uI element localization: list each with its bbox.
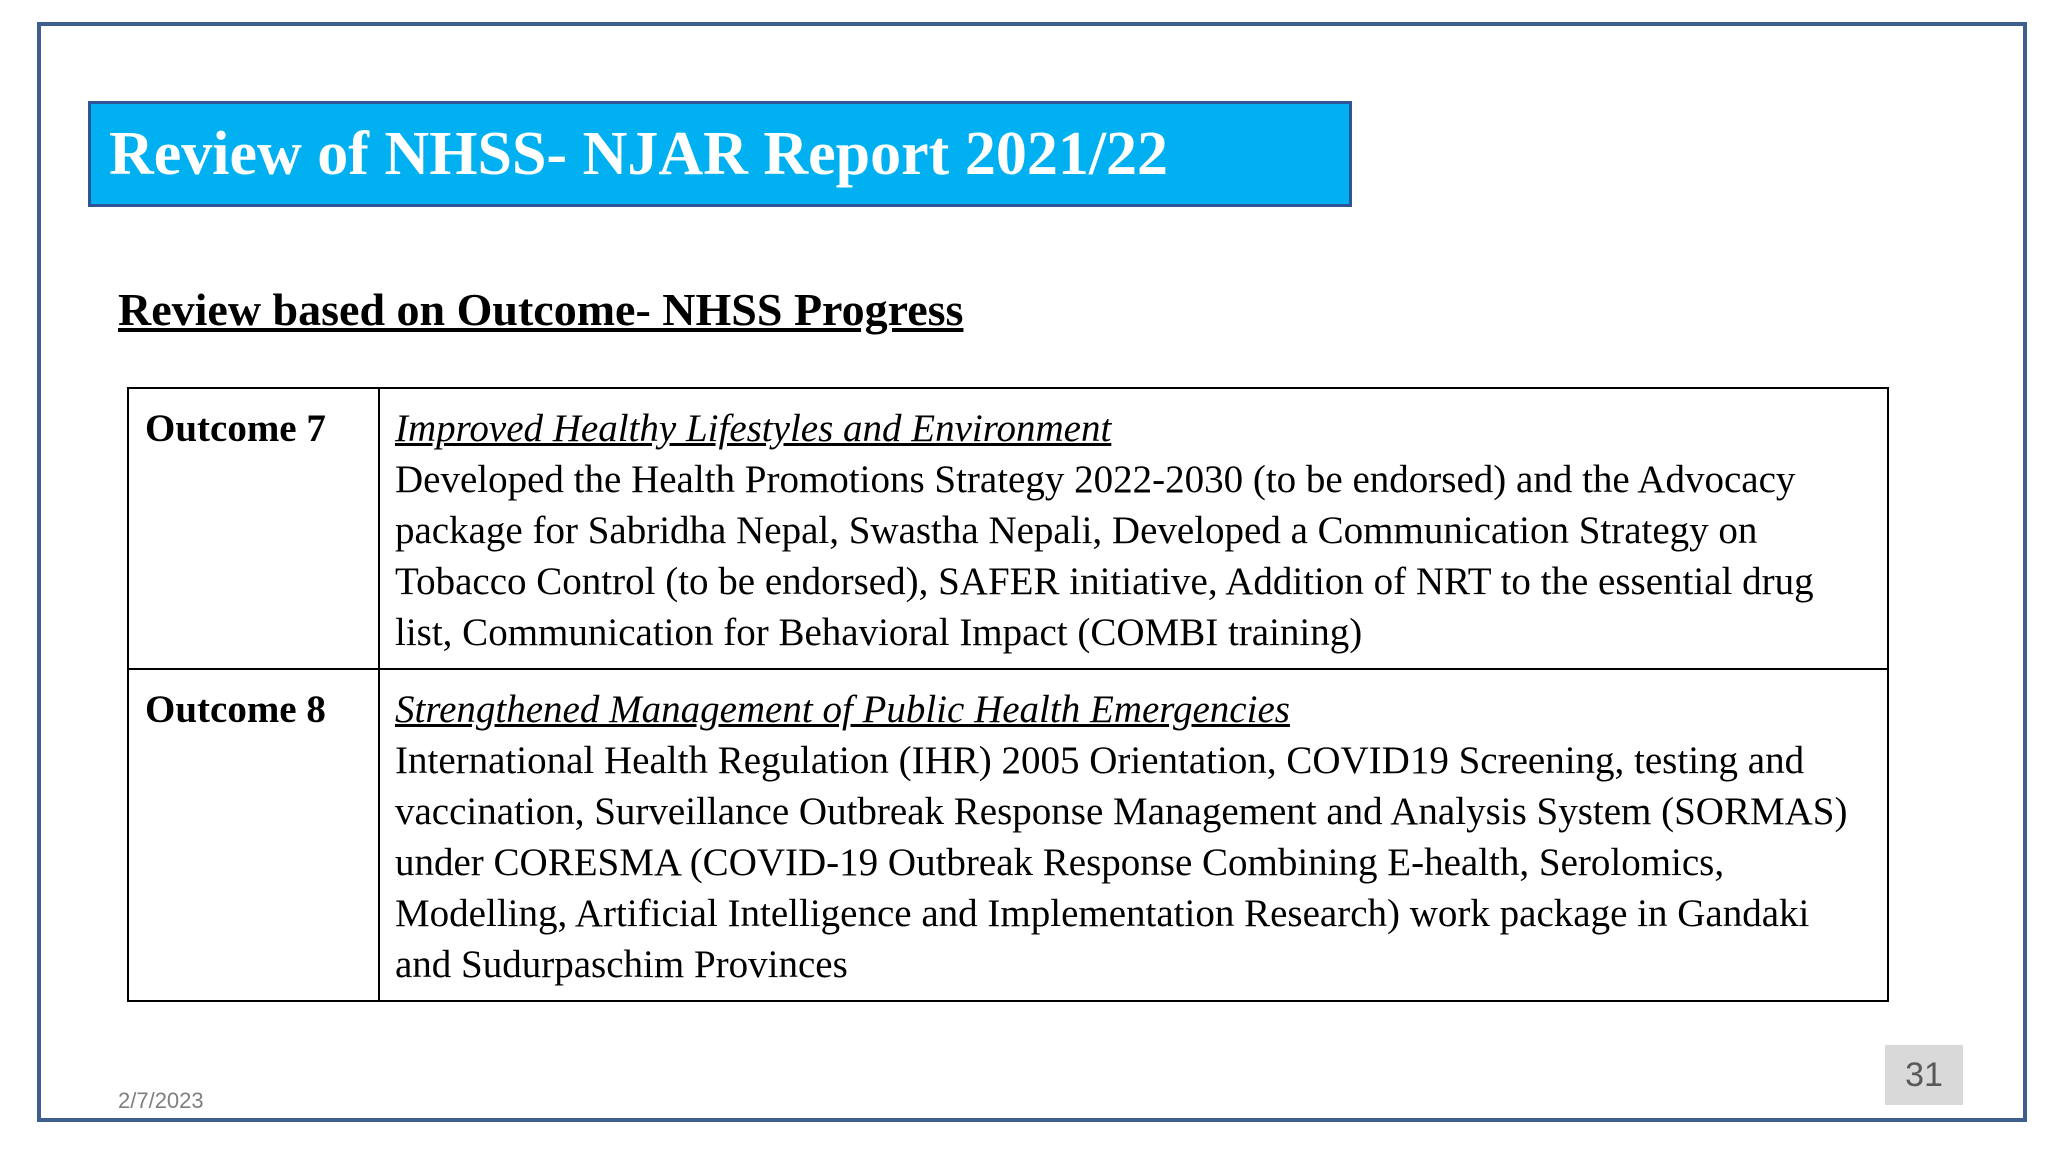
outcome-description: International Health Regulation (IHR) 2005 Orientation, COVID19 Screening, testing and vaccination, Surveillance Outbreak Response Management and Analysis System (SORMAS) under CORESMA (COVID-19 Outbreak Response Combining E-health, Serolomics, Modelling, Artificial Intelligence and Implementation Research) work package in Gandaki and Sudurpaschim Provinces xyxy=(395,739,1848,986)
slide-date: 2/7/2023 xyxy=(118,1088,204,1113)
outcome-description: Developed the Health Promotions Strategy 2022-2030 (to be endorsed) and the Advocacy package for Sabridha Nepal, Swastha Nepali, Developed a Communication Strategy on Tobacco Control (to be endorsed), SAFER initiative, Addition of NRT to the essential drug list, Communication for Behavioral Impact (COMBI training) xyxy=(395,458,1814,654)
slide-title: Review of NHSS- NJAR Report 2021/22 xyxy=(109,120,1169,188)
outcome-table xyxy=(127,387,1889,1002)
outcome-heading: Improved Healthy Lifestyles and Environment xyxy=(395,407,1112,450)
title-banner xyxy=(88,101,1352,207)
outcome-label: Outcome 7 xyxy=(128,388,379,669)
outcome-label: Outcome 8 xyxy=(128,669,379,1001)
section-subtitle: Review based on Outcome- NHSS Progress xyxy=(118,284,964,335)
table-row xyxy=(128,388,1888,669)
outcome-content xyxy=(379,388,1888,669)
table-row xyxy=(128,669,1888,1001)
outcome-content xyxy=(379,669,1888,1001)
outcome-heading: Strengthened Management of Public Health Emergencies xyxy=(395,688,1290,731)
page-number: 31 xyxy=(1885,1045,1963,1105)
